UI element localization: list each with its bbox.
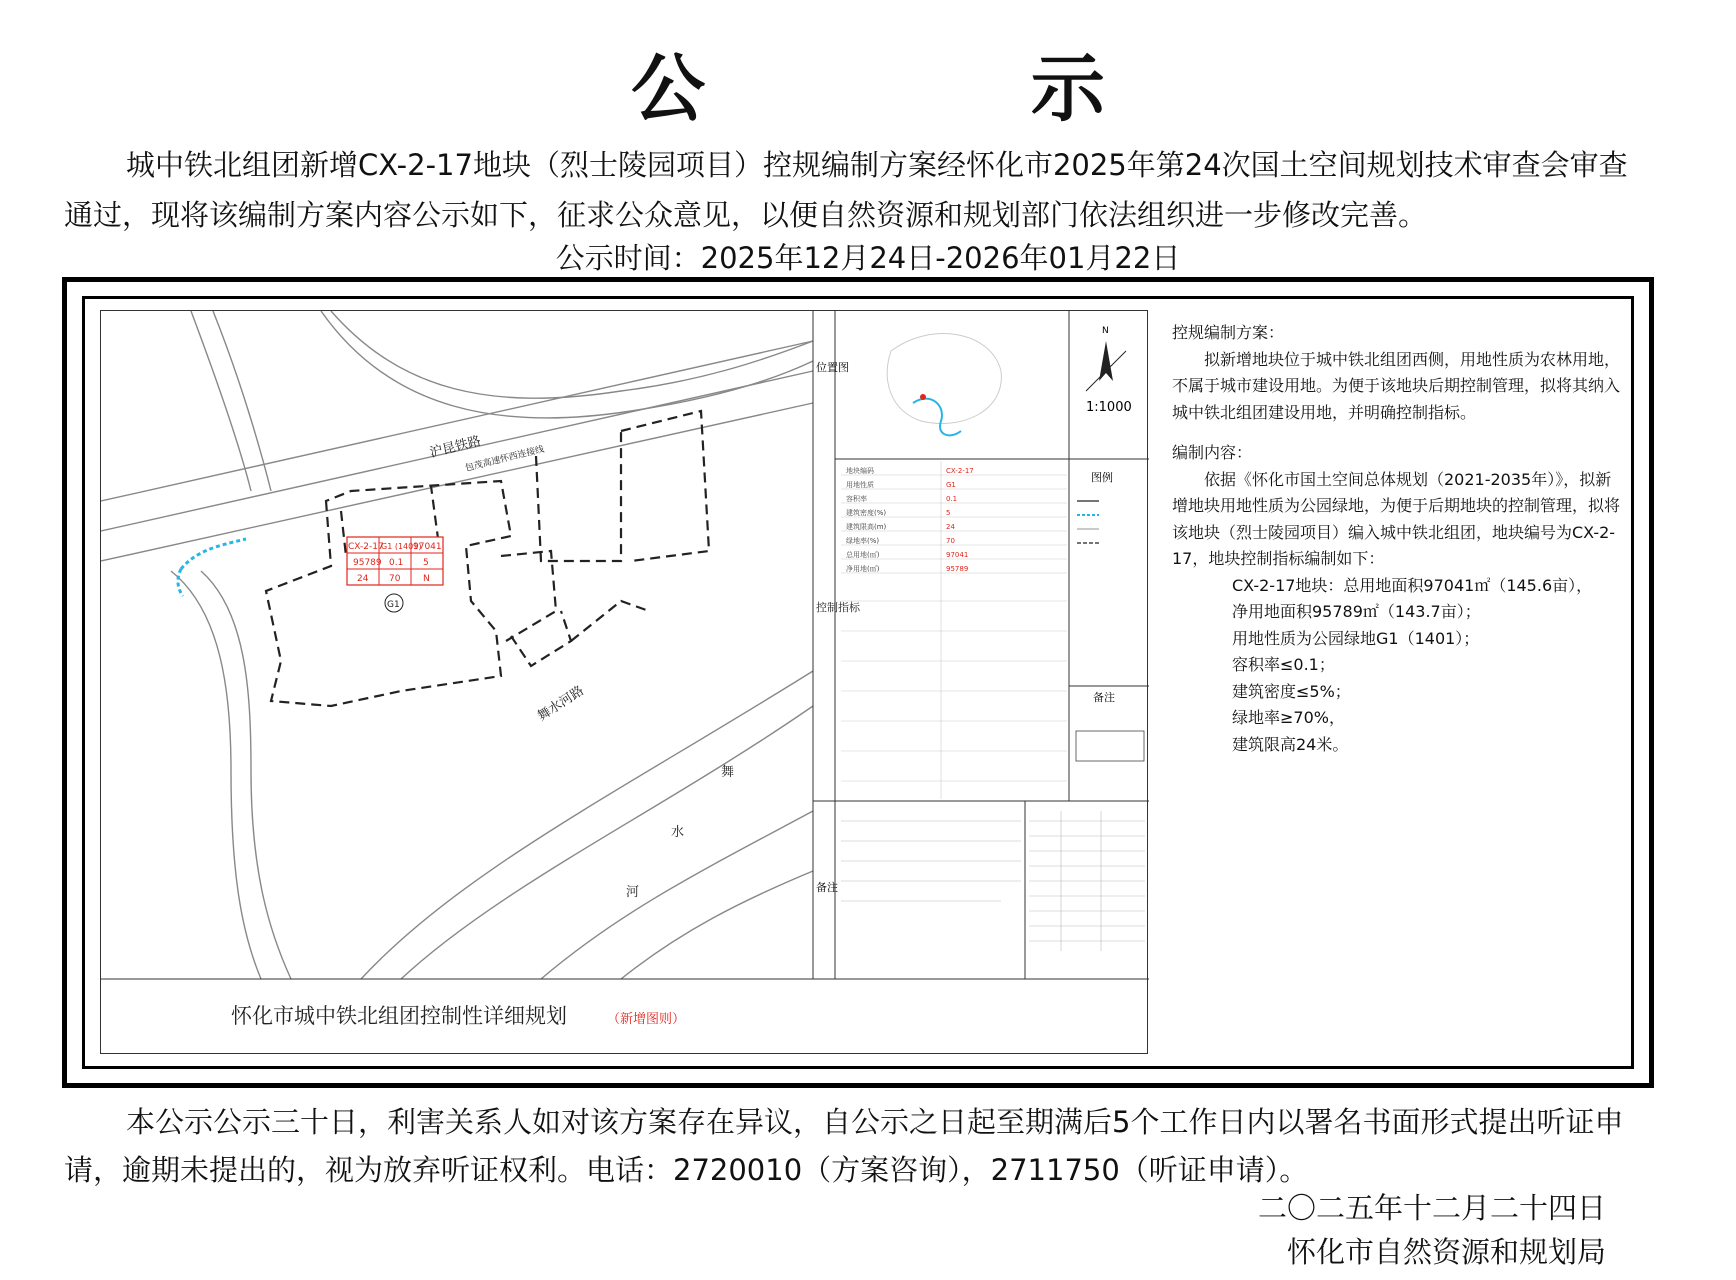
notice-date: 二〇二五年十二月二十四日 [1257, 1191, 1606, 1225]
plan-sheet [100, 310, 1148, 1054]
scheme-heading: 控规编制方案： [1172, 323, 1285, 342]
railway-label: 沪昆铁路 [428, 433, 483, 461]
signature-block [1258, 1186, 1606, 1274]
notice-closing: 本公示公示三十日，利害关系人如对该方案存在异议，自公示之日起至期满后5个工作日内以署名书面形式提出听证申请，逾期未提出的，视为放弃听证权利。电话：2720010（方案咨询），2711750（听证申请）。 [64, 1105, 1624, 1187]
scheme-text: 拟新增地块位于城中铁北组团西侧，用地性质为农林用地，不属于城市建设用地。为便于该地块后期控制管理，拟将其纳入城中铁北组团建设用地，并明确控制指标。 [1172, 349, 1621, 422]
scheme-panel [1172, 320, 1622, 758]
north-arrow-icon [1086, 341, 1126, 391]
svg-text:0.1: 0.1 [946, 495, 958, 503]
label-green: 70 [389, 574, 401, 584]
index-item: CX-2-17地块：总用地面积97041㎡（145.6亩）， [1232, 575, 1593, 595]
notice-issuer: 怀化市自然资源和规划局 [1286, 1235, 1606, 1269]
page-title: 公 示 [631, 46, 1255, 132]
legend-items [1077, 501, 1099, 543]
svg-text:70: 70 [946, 537, 955, 545]
plan-tag: （新增图则） [607, 1012, 686, 1027]
label-far: 0.1 [389, 558, 404, 568]
label-code: CX-2-17 [348, 542, 384, 552]
plot-boundary [266, 411, 709, 706]
plot-label [347, 537, 443, 612]
svg-text:绿地率(%): 绿地率(%) [846, 537, 880, 545]
svg-text:建筑限高(m): 建筑限高(m) [846, 523, 887, 531]
plan-title: 怀化市城中铁北组团控制性详细规划 [231, 1004, 567, 1028]
notice-period: 公示时间：2025年12月24日-2026年01月22日 [555, 241, 1181, 275]
svg-text:用地性质: 用地性质 [846, 481, 874, 489]
label-net: 95789 [353, 558, 382, 568]
svg-text:净用地(㎡): 净用地(㎡) [846, 565, 880, 573]
scale-label: 1:1000 [1086, 400, 1132, 415]
index-item: 用地性质为公园绿地G1（1401）； [1232, 628, 1480, 648]
label-landuse: G1 (1401) [381, 542, 422, 551]
svg-text:G1: G1 [946, 481, 956, 489]
svg-text:CX-2-17: CX-2-17 [946, 467, 974, 475]
location-label: 位置图 [816, 361, 849, 374]
index-item: 容积率≤0.1； [1232, 655, 1335, 674]
label-total: 97041 [413, 542, 442, 552]
control-label: 控制指标 [816, 601, 860, 614]
notice-intro: 城中铁北组团新增CX-2-17地块（烈士陵园项目）控规编制方案经怀化市2025年第24次国土空间规划技术审查会审查通过，现将该编制方案内容公示如下，征求公众意见，以便自然资源和规划部门依法组织进一步修改完善。 [64, 148, 1628, 232]
svg-text:95789: 95789 [946, 565, 969, 573]
svg-text:总用地(㎡): 总用地(㎡) [846, 551, 880, 559]
label-height: 24 [357, 574, 369, 584]
label-density: 5 [423, 558, 429, 568]
location-map [887, 334, 1001, 436]
river-char-3: 河 [626, 885, 640, 900]
north-label: N [1102, 326, 1109, 336]
notes-title: 备注 [1093, 691, 1115, 704]
svg-text:97041: 97041 [946, 551, 969, 559]
river-char-2: 水 [671, 825, 685, 840]
road-network [101, 311, 813, 979]
road-label: 舞水河路 [535, 683, 587, 725]
svg-text:24: 24 [946, 523, 955, 531]
index-item: 建筑密度≤5%； [1232, 681, 1351, 701]
content-heading: 编制内容： [1172, 443, 1253, 462]
svg-text:5: 5 [946, 509, 951, 517]
control-table [816, 466, 974, 614]
remarks-label: 备注 [816, 881, 838, 894]
index-item: 建筑限高24米。 [1232, 734, 1349, 754]
content-text: 依据《怀化市国土空间总体规划（2021-2035年）》，拟新增地块用地性质为公园绿地，为便于后期地块的控制管理，拟将该地块（烈士陵园项目）编入城中铁北组团，地块编号为CX-2-17，地块控制指标编制如下： [1172, 469, 1621, 568]
vehicle-entrance-line [181, 539, 246, 569]
zone-g1: G1 [387, 600, 400, 610]
index-item: 净用地面积95789㎡（143.7亩）； [1232, 602, 1481, 621]
svg-text:建筑密度(%): 建筑密度(%) [846, 509, 887, 517]
legend-title: 图例 [1091, 471, 1113, 484]
river-char-1: 舞 [721, 765, 735, 780]
index-item: 绿地率≥70%， [1232, 708, 1345, 727]
svg-text:容积率: 容积率 [846, 495, 867, 503]
label-entry: N [423, 574, 430, 584]
expressway-label: 包茂高速怀西连接线 [464, 444, 546, 474]
svg-text:地块编码: 地块编码 [846, 467, 874, 475]
